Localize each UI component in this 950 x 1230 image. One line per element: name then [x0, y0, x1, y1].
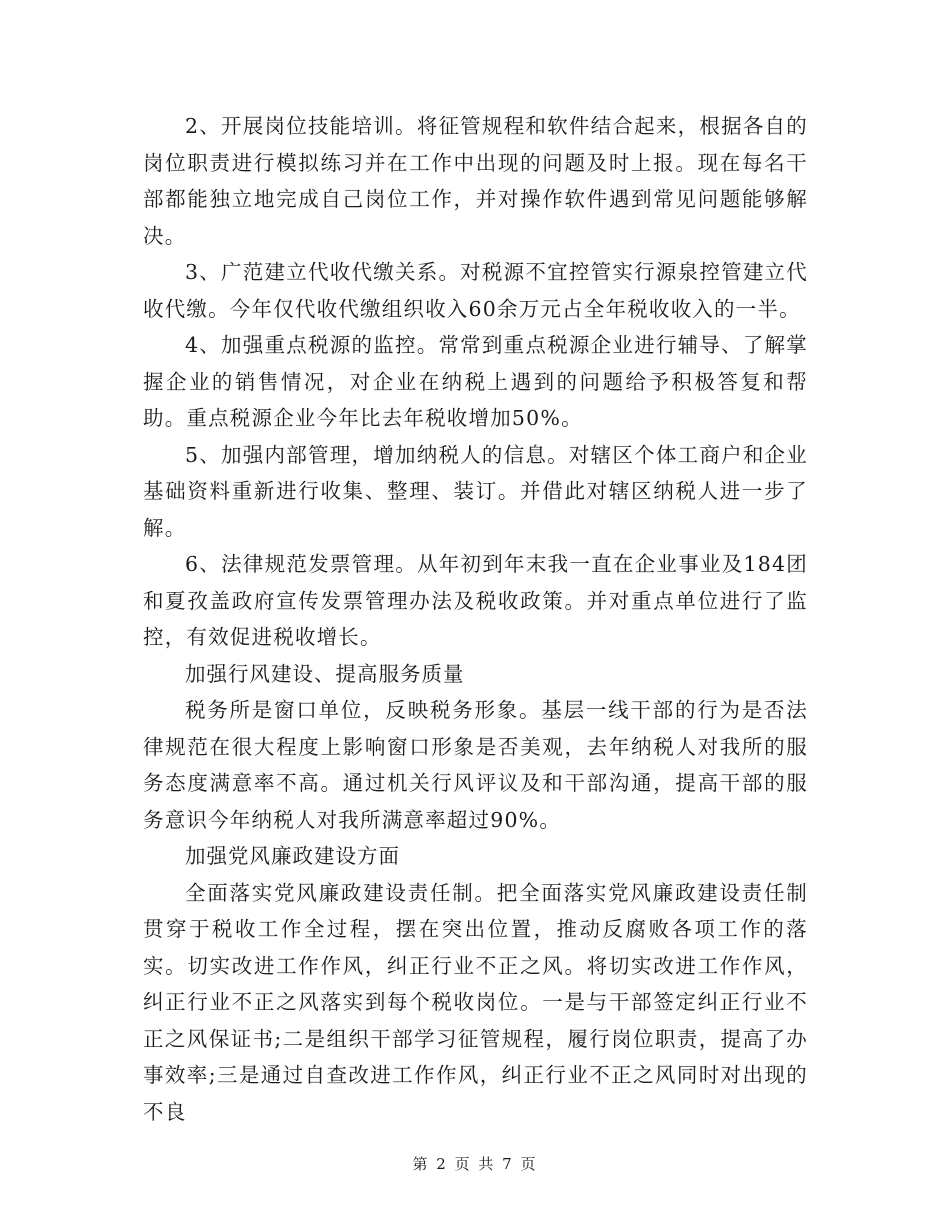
paragraph-key-tax-source: 4、加强重点税源的监控。常常到重点税源企业进行辅导、了解掌握企业的销售情况，对企业在纳税上遇到的问题给予积极答复和帮助。重点税源企业今年比去年税收增加50%。 [143, 333, 808, 430]
document-body [143, 108, 808, 1130]
section-heading-integrity: 加强党风廉政建设方面 [185, 844, 400, 868]
paragraph-service-quality: 税务所是窗口单位，反映税务形象。基层一线干部的行为是否法律规范在很大程度上影响窗口形象是否美观，去年纳税人对我所的服务态度满意率不高。通过机关行风评议及和干部沟通，提高干部的服务意识今年纳税人对我所满意率超过90%。 [143, 698, 808, 832]
paragraph-invoice-management: 6、法律规范发票管理。从年初到年末我一直在企业事业及184团和夏孜盖政府宣传发票管理办法及税收政策。并对重点单位进行了监控，有效促进税收增长。 [143, 552, 808, 649]
page-number-footer: 第 2 页 共 7 页 [412, 1155, 538, 1173]
section-heading-conduct: 加强行风建设、提高服务质量 [185, 661, 465, 686]
paragraph-withholding: 3、广范建立代收代缴关系。对税源不宜控管实行源泉控管建立代收代缴。今年仅代收代缴组织收入60余万元占全年税收收入的一半。 [143, 260, 808, 321]
paragraph-skills-training: 2、开展岗位技能培训。将征管规程和软件结合起来，根据各自的岗位职责进行模拟练习并在工作中出现的问题及时上报。现在每名干部都能独立地完成自己岗位工作，并对操作软件遇到常见问题能够解决。 [143, 114, 808, 248]
paragraph-internal-management: 5、加强内部管理，增加纳税人的信息。对辖区个体工商户和企业基础资料重新进行收集、整理、装订。并借此对辖区纳税人进一步了解。 [143, 442, 808, 540]
paragraph-integrity: 全面落实党风廉政建设责任制。把全面落实党风廉政建设责任制贯穿于税收工作全过程，摆在突出位置，推动反腐败各项工作的落实。切实改进工作作风，纠正行业不正之风。将切实改进工作作风，纠正行业不正之风落实到每个税收岗位。一是与干部签定纠正行业不正之风保证书;二是组织干部学习征管规程，履行岗位职责，提高了办事效率;三是通过自查改进工作作风，纠正行业不正之风同时对出现的不良 [143, 880, 808, 1124]
